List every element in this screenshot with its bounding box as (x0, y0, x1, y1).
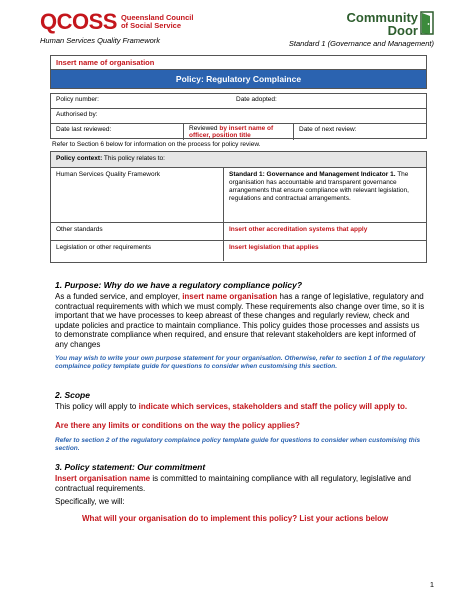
context-row (51, 223, 426, 241)
context-value-bold: Standard 1: Governance and Management Indicator 1. (229, 171, 396, 178)
info-row-number (51, 94, 426, 109)
reviewed-by-label: Reviewed (189, 125, 220, 132)
qcoss-header (40, 11, 193, 45)
policy-context-table (50, 151, 427, 263)
context-head-rest: This policy relates to: (102, 155, 165, 162)
qcoss-sub-line1: Queensland Council (120, 13, 194, 22)
qcoss-sub-line2: of Social Service (120, 21, 181, 30)
section3-paragraph (55, 474, 425, 493)
policy-title: Policy: Regulatory Complaince (51, 70, 426, 88)
section3-actions-question: What will your organisation do to implement this policy? List your actions below (82, 514, 389, 523)
cd-logo-line2: Door (387, 23, 418, 38)
reviewed-by-placeholder: by insert name of officer, position title (189, 125, 274, 139)
s1-text-before: As a funded service, and employer, (55, 292, 183, 301)
policy-number-label: Policy number: (56, 96, 99, 103)
context-value-placeholder: Insert legislation that applies (229, 244, 319, 251)
section1-paragraph (55, 292, 425, 349)
org-name-placeholder: Insert name of organisation (51, 56, 426, 70)
s2-scope-placeholder: indicate which services, stakeholders and staff the policy will apply to. (138, 402, 408, 411)
policy-info-table (50, 93, 427, 139)
qcoss-logo-text: QCOSS (40, 9, 117, 34)
s3-text-after: is committed to maintaining compliance with all regulatory, legislative and contractual requirements. (55, 474, 412, 493)
info-row-review (51, 124, 426, 140)
s1-text-after: has a range of legislative, regulatory and contractual requirements with which we must comply. These requirements also change over time, so it is important that we have processes to keep abreast of these changes and regularly review, check and update policies and practice to maintain compliance. This policy guides those processes and assists us to demonstrate compliance when required, and ensure that relevant stakeholders are kept informed of any changes (55, 292, 425, 349)
reviewed-by-cell (184, 124, 294, 140)
s2-text-before: This policy will apply to (55, 402, 139, 411)
refer-note: Refer to Section 6 below for information on the process for policy review. (52, 141, 261, 148)
s1-org-placeholder: insert name organisation (182, 292, 278, 301)
context-key: Legislation or other requirements (51, 241, 224, 261)
section2-limits-question: Are there any limits or conditions on the way the policy applies? (55, 421, 300, 430)
qcoss-logo-subtitle (121, 14, 194, 30)
info-row-authorised (51, 109, 426, 124)
authorised-by-label: Authorised by: (56, 111, 98, 118)
section1-guide: You may wish to write your own purpose statement for your organisation. Otherwise, refer to section 1 of the regulatory complaince policy template guide for questions to consider when customising this section. (55, 355, 425, 370)
door-icon (420, 11, 434, 35)
s3-org-placeholder: Insert organisation name (55, 474, 151, 483)
section3-specifically: Specifically, we will: (55, 497, 125, 506)
date-last-reviewed-label: Date last reviewed: (51, 124, 184, 140)
cd-logo-line1: Community (346, 10, 418, 25)
community-door-logo (289, 11, 434, 37)
section2-guide: Refer to section 2 of the regulatory complaince policy template guide for questions to consider when customising this section. (55, 437, 421, 452)
right-tagline: Standard 1 (Governance and Management) (288, 39, 434, 48)
community-door-header (289, 11, 434, 48)
left-tagline: Human Services Quality Framework (40, 36, 161, 45)
context-row (51, 241, 426, 261)
qcoss-logo (40, 11, 193, 33)
policy-context-heading (51, 152, 426, 168)
section2-heading: 2. Scope (55, 390, 90, 400)
section1-heading: 1. Purpose: Why do we have a regulatory compliance policy? (55, 280, 303, 290)
section2-paragraph (55, 402, 425, 412)
context-value-placeholder: Insert other accreditation systems that apply (229, 226, 368, 233)
policy-title-box (50, 55, 427, 89)
date-adopted-label: Date adopted: (236, 96, 277, 103)
date-next-review-label: Date of next review: (299, 126, 357, 133)
context-row (51, 168, 426, 223)
page-number: 1 (429, 580, 434, 589)
context-key: Other standards (51, 223, 224, 240)
section3-heading: 3. Policy statement: Our commitment (55, 462, 206, 472)
context-key: Human Services Quality Framework (51, 168, 224, 222)
context-head-bold: Policy context: (56, 155, 103, 162)
context-value (224, 168, 426, 222)
context-value-rest: The organisation has accountable and transparent governance arrangements that ensure compliance with relevant legislation, regulations and contractual arrangements. (229, 171, 409, 202)
